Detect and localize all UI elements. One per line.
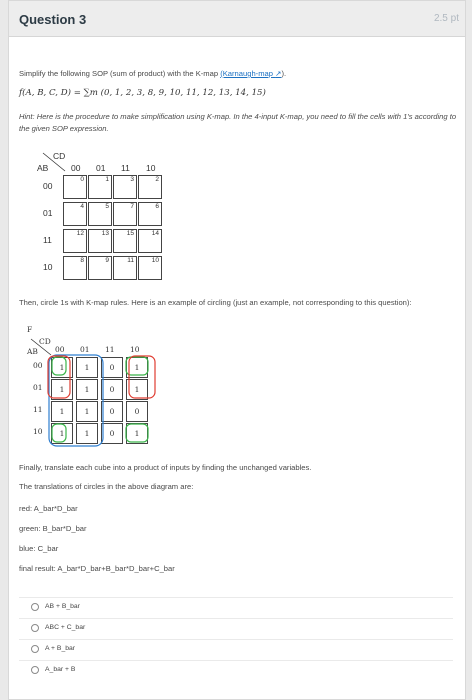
- hint-text: Hint: Here is the procedure to make simplification using K-map. In the 4-input K-map, you need to fill the cells with 1's according to the given SOP expression.: [19, 112, 457, 133]
- red-circle-left: [48, 356, 70, 398]
- cell-index: 15: [126, 230, 134, 237]
- ab-label: AB: [27, 347, 38, 356]
- radio-button[interactable]: [31, 624, 39, 632]
- cell-index: 12: [76, 230, 84, 237]
- circling-note: Then, circle 1s with K-map rules. Here is an example of circling (just an example, not corresponding to this question):: [19, 298, 412, 307]
- kmap-cell: [113, 229, 137, 253]
- kmap-cell: 1: [51, 401, 73, 422]
- row-header: 11: [33, 405, 43, 414]
- radio-button[interactable]: [31, 666, 39, 674]
- kmap-cell: 1: [51, 379, 73, 400]
- cell-index: 10: [151, 257, 159, 264]
- row-header: 10: [43, 262, 53, 272]
- col-header: 00: [55, 345, 65, 354]
- kmap-cell: 1: [126, 423, 148, 444]
- kmap-cell: [63, 175, 87, 199]
- kmap-cell: 0: [101, 423, 123, 444]
- col-header: 11: [105, 345, 115, 354]
- f-label: F: [27, 325, 33, 334]
- kmap-cell: [63, 256, 87, 280]
- row-header: 10: [33, 427, 43, 436]
- kmap-cell: 1: [76, 379, 98, 400]
- kmap-cell: [138, 256, 162, 280]
- kmap-example: [27, 325, 157, 445]
- kmap-cell: 0: [101, 401, 123, 422]
- kmap-cell: 1: [76, 357, 98, 378]
- col-header: 10: [146, 163, 156, 173]
- kmap-grid: [63, 175, 163, 275]
- col-header: 10: [130, 345, 140, 354]
- points-label: 2.5 pt: [433, 13, 459, 24]
- kmap-cell: 1: [126, 357, 148, 378]
- cell-index: 13: [101, 230, 109, 237]
- kmap-link-text: (Karnaugh-map: [220, 69, 273, 78]
- col-header: 01: [96, 163, 106, 173]
- translation-line2: The translations of circles in the above diagram are:: [19, 482, 194, 491]
- kmap-cell: [88, 256, 112, 280]
- translation-blue: blue: C_bar: [19, 544, 59, 553]
- kmap-cell: [88, 229, 112, 253]
- cd-label: CD: [39, 337, 51, 346]
- kmap-cell: 0: [126, 401, 148, 422]
- kmap-cell: [63, 229, 87, 253]
- cell-index: 1: [105, 176, 109, 183]
- kmap-cell: [113, 175, 137, 199]
- kmap-link[interactable]: [220, 69, 281, 78]
- kmap-cell: [138, 229, 162, 253]
- kmap-cell: [138, 175, 162, 199]
- row-header: 00: [43, 181, 53, 191]
- kmap-cell: 1: [51, 423, 73, 444]
- cell-index: 0: [80, 176, 84, 183]
- intro-tail: ).: [281, 69, 287, 78]
- kmap-cell: 1: [51, 357, 73, 378]
- kmap-cell: 1: [126, 379, 148, 400]
- cell-index: 9: [105, 257, 109, 264]
- sop-formula: f(A, B, C, D) = ∑m (0, 1, 2, 3, 8, 9, 10, 11, 12, 13, 14, 15): [19, 88, 266, 98]
- translation-green: green: B_bar*D_bar: [19, 524, 87, 533]
- cell-index: 6: [155, 203, 159, 210]
- blue-circle: [49, 355, 103, 446]
- cell-index: 3: [130, 176, 134, 183]
- green-circle-bottom-right: [126, 424, 148, 442]
- circling-overlay: [47, 353, 157, 449]
- green-circle-bottom-left: [52, 424, 66, 442]
- kmap-cell: [88, 175, 112, 199]
- question-header: [9, 1, 465, 37]
- translation-final: final result: A_bar*D_bar+B_bar*D_bar+C_bar: [19, 564, 175, 573]
- ab-label: AB: [37, 163, 49, 173]
- kmap-empty: [37, 149, 177, 279]
- radio-button[interactable]: [31, 603, 39, 611]
- option-label: A + B_bar: [45, 645, 76, 652]
- answer-option[interactable]: [19, 618, 453, 639]
- cd-label: CD: [53, 151, 66, 161]
- answer-option[interactable]: [19, 639, 453, 660]
- kmap-cell: 1: [76, 423, 98, 444]
- option-label: AB + B_bar: [45, 603, 80, 610]
- cell-index: 5: [105, 203, 109, 210]
- green-circle-left: [52, 357, 66, 375]
- cell-index: 8: [80, 257, 84, 264]
- cell-index: 14: [151, 230, 159, 237]
- translation-red: red: A_bar*D_bar: [19, 504, 78, 513]
- radio-button[interactable]: [31, 645, 39, 653]
- question-title: Question 3: [19, 12, 87, 27]
- kmap-cell: [113, 256, 137, 280]
- row-header: 01: [33, 383, 43, 392]
- cell-index: 7: [130, 203, 134, 210]
- question-card: [8, 0, 466, 700]
- kmap-cell: 0: [101, 379, 123, 400]
- question-intro: [19, 69, 286, 78]
- row-header: 00: [33, 361, 43, 370]
- option-label: A_bar + B: [45, 666, 76, 673]
- answer-options: [19, 597, 453, 681]
- kmap-cell: [63, 202, 87, 226]
- answer-option[interactable]: [19, 660, 453, 681]
- kmap-cell: [113, 202, 137, 226]
- external-link-icon: ↗: [275, 69, 282, 78]
- cell-index: 11: [127, 257, 134, 264]
- cell-index: 2: [155, 176, 159, 183]
- kmap-cell: 1: [76, 401, 98, 422]
- kmap-cell: [88, 202, 112, 226]
- row-header: 01: [43, 208, 53, 218]
- kmap-grid: [51, 357, 151, 447]
- cell-index: 4: [80, 203, 84, 210]
- kmap-cell: 0: [101, 357, 123, 378]
- kmap-cell: [138, 202, 162, 226]
- answer-option[interactable]: [19, 597, 453, 618]
- translation-line1: Finally, translate each cube into a product of inputs by finding the unchanged variables.: [19, 463, 312, 472]
- col-header: 11: [121, 163, 130, 173]
- col-header: 00: [71, 163, 81, 173]
- red-circle-right: [129, 356, 155, 398]
- intro-text: Simplify the following SOP (sum of product) with the K-map: [19, 69, 219, 78]
- row-header: 11: [43, 235, 52, 245]
- col-header: 01: [80, 345, 90, 354]
- option-label: ABC + C_bar: [45, 624, 86, 631]
